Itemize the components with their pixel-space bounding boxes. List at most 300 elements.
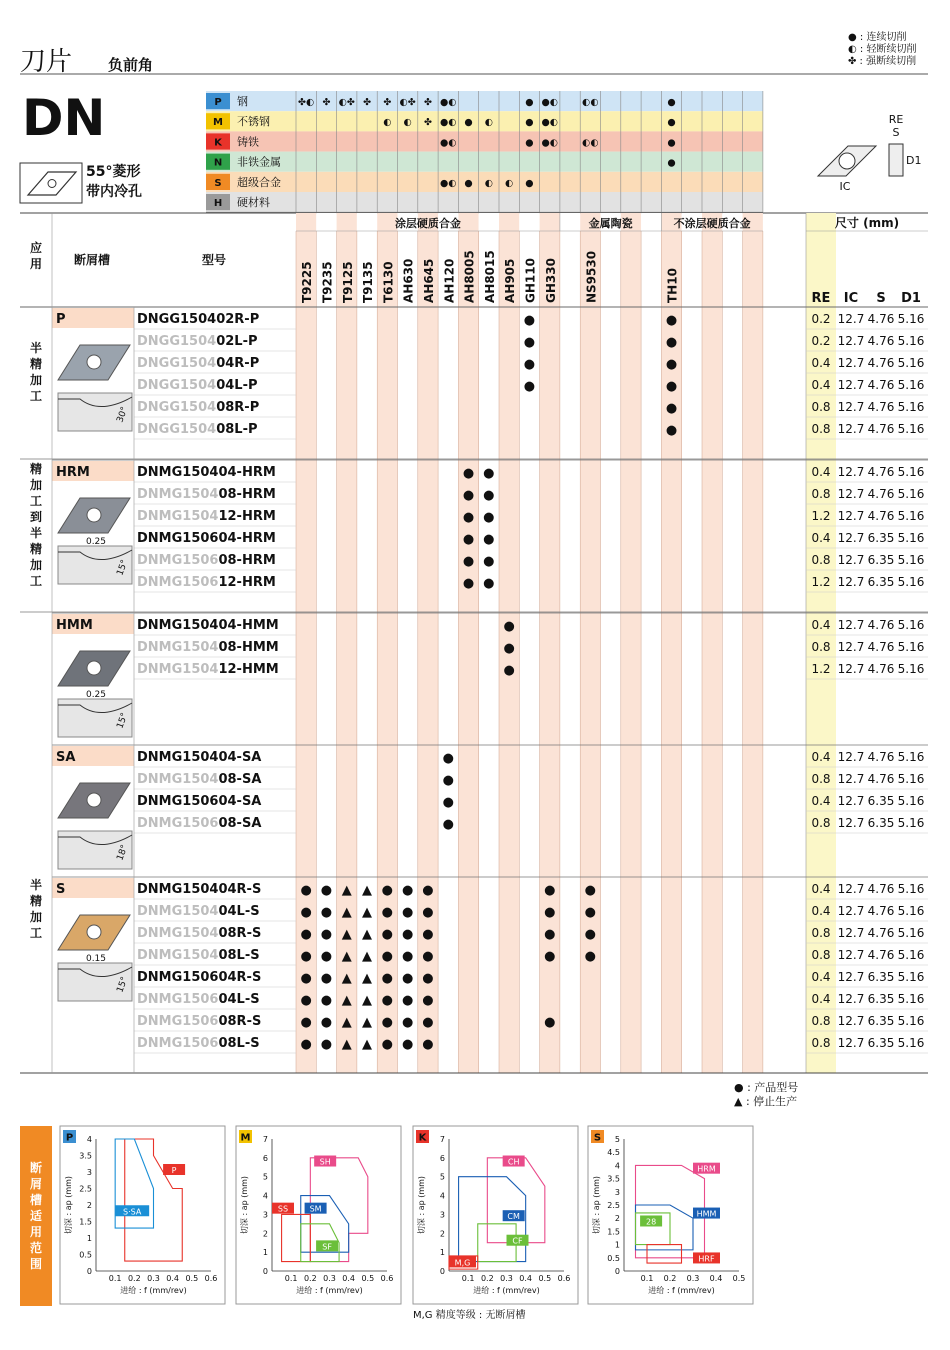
dimension-value: 0.4	[811, 465, 831, 479]
dimension-value: 6.35	[867, 1014, 895, 1028]
grade-column-bg	[316, 213, 336, 1073]
availability-mark: ●	[483, 488, 495, 503]
availability-mark: ●	[462, 466, 475, 481]
x-tick-label: 0.4	[166, 1274, 180, 1283]
dimension-value: 4.76	[867, 618, 895, 632]
model-prefix: DNMG1504	[137, 948, 219, 963]
dimension-value: 5.16	[897, 882, 925, 896]
availability-mark: ●	[584, 949, 597, 964]
dimension-value: 0.8	[811, 1014, 831, 1028]
availability-mark: ●	[483, 532, 495, 547]
grade-column-bg	[682, 213, 702, 1073]
model-number	[137, 334, 258, 349]
dimension-value: 5.16	[897, 312, 925, 326]
region-label: SM	[309, 1204, 322, 1214]
dimension-value: 12.7	[837, 970, 865, 984]
insert-side-drawing	[889, 144, 903, 176]
y-tick-label: 0	[439, 1267, 445, 1276]
range-chart-frame	[413, 1126, 578, 1304]
availability-mark: ▲	[362, 949, 373, 964]
material-mark: ●◐	[541, 137, 559, 149]
head-chip: 断屑槽	[73, 253, 111, 267]
profile-angle: 30°	[115, 405, 131, 425]
dimension-value: 1.2	[811, 662, 831, 676]
dimension-value: 0.8	[811, 926, 831, 940]
dimension-value: 5.16	[897, 422, 925, 436]
dimension-value: 12.7	[837, 640, 865, 654]
availability-mark: ●	[320, 927, 333, 942]
availability-mark: ●	[544, 949, 556, 964]
region-label: HRF	[698, 1254, 715, 1264]
model-number	[137, 618, 279, 633]
model-prefix: DNMG1506	[137, 1014, 219, 1029]
material-name: 非铁金属	[237, 155, 281, 169]
dimension-value: 4.76	[867, 465, 895, 479]
application-char: 工	[29, 389, 43, 403]
grade-name: AH630	[401, 258, 416, 303]
material-name: 超级合金	[237, 175, 281, 189]
grade-column-bg	[438, 213, 458, 1073]
material-mark: ✤	[423, 117, 432, 129]
application-char: 半	[29, 341, 43, 355]
range-title-char: 适	[29, 1209, 43, 1223]
model-prefix: DNMG1504	[137, 509, 219, 524]
x-axis-label: 进给 : f (mm/rev)	[473, 1286, 540, 1295]
material-mark: ●	[667, 97, 676, 108]
dimension-value: 12.7	[837, 882, 865, 896]
y-tick-label: 3.5	[607, 1174, 620, 1184]
availability-mark: ●	[381, 949, 394, 964]
availability-mark: ●	[442, 773, 454, 788]
dimension-value: 0.8	[811, 487, 831, 501]
availability-mark: ▲	[362, 993, 373, 1008]
y-tick-label: 4	[262, 1191, 268, 1201]
availability-mark: ●	[300, 927, 312, 942]
dimension-value: 5.16	[897, 334, 925, 348]
dimension-value: 4.76	[867, 772, 895, 786]
page-subtitle: 负前角	[108, 56, 154, 74]
y-tick-label: 0.5	[607, 1253, 620, 1263]
material-code: S	[214, 177, 222, 189]
dimension-value: 0.8	[811, 772, 831, 786]
x-axis-label: 进给 : f (mm/rev)	[296, 1286, 363, 1295]
dimension-value: 0.4	[811, 531, 831, 545]
material-row-bg	[206, 152, 763, 172]
y-tick-label: 2.5	[79, 1184, 92, 1194]
range-footnote: M,G 精度等级 : 无断屑槽	[413, 1310, 526, 1321]
model-suffix: 12-HRM	[218, 509, 276, 524]
model-suffix: 08-SA	[218, 816, 262, 831]
availability-mark: ●	[401, 971, 414, 986]
availability-mark: ●	[442, 751, 454, 766]
x-tick-label: 0.1	[640, 1274, 654, 1283]
availability-mark: ●	[462, 554, 475, 569]
material-mark: ◐✤	[399, 97, 416, 108]
region-label: SH	[319, 1157, 331, 1167]
range-material-code: K	[418, 1132, 427, 1144]
material-mark: ✤	[363, 97, 372, 108]
dimension-value: 6.35	[867, 794, 895, 808]
model-number	[137, 1014, 261, 1029]
dimension-value: 6.35	[867, 1036, 895, 1050]
grade-name: T9125	[340, 261, 355, 303]
dimension-value: 4.76	[867, 662, 895, 676]
model-prefix: DNMG1504	[137, 926, 219, 941]
material-code: M	[213, 117, 223, 129]
y-tick-label: 4	[614, 1161, 620, 1171]
grade-name: NS9530	[584, 250, 599, 303]
application-char: 工	[29, 574, 43, 588]
model-number	[137, 970, 261, 985]
availability-mark: ●	[422, 883, 434, 898]
availability-mark: ●	[422, 927, 434, 942]
dimension-value: 0.8	[811, 422, 831, 436]
model-suffix: 12-HRM	[218, 575, 276, 590]
dimension-value: 0.8	[811, 948, 831, 962]
model-suffix: 04R-P	[216, 356, 260, 371]
material-mark: ●	[464, 177, 473, 189]
availability-mark: ●	[523, 379, 536, 394]
application-char: 半	[29, 526, 43, 540]
x-tick-label: 0.3	[686, 1274, 700, 1283]
dimension-value: 6.35	[867, 816, 895, 830]
material-row-bg	[206, 131, 763, 151]
dimension-value: 5.16	[897, 356, 925, 370]
y-tick-label: 6	[262, 1153, 268, 1163]
grade-column-bg	[398, 213, 418, 1073]
model-suffix: 08L-S	[218, 1036, 260, 1051]
profile-angle: 18°	[115, 843, 131, 863]
grade-column-bg	[458, 213, 478, 1073]
region-label: CF	[512, 1236, 523, 1246]
material-mark: ◐◐	[582, 97, 599, 108]
grade-column-bg	[540, 213, 560, 1073]
hole-icon	[48, 180, 56, 188]
model-suffix: 08-HMM	[218, 640, 279, 655]
dimension-value: 12.7	[837, 575, 865, 589]
region-label: HMM	[696, 1209, 717, 1219]
availability-mark: ●	[665, 313, 678, 328]
model-suffix: DNMG150404-SA	[137, 750, 262, 765]
model-suffix: 04L-S	[218, 904, 260, 919]
dimension-value: 5.16	[897, 970, 925, 984]
x-tick-label: 0.2	[663, 1274, 677, 1283]
model-number	[137, 816, 261, 831]
dimension-value: 12.7	[837, 312, 865, 326]
y-tick-label: 6	[439, 1153, 445, 1163]
x-tick-label: 0.3	[323, 1274, 336, 1283]
dim-head: D1	[901, 291, 921, 306]
profile-angle: 15°	[115, 558, 131, 578]
availability-mark: ●	[320, 905, 333, 920]
model-suffix: 04L-P	[216, 378, 258, 393]
availability-mark: ●	[483, 554, 495, 569]
model-number	[137, 509, 276, 524]
dim-label-ic: IC	[839, 180, 851, 193]
availability-mark: ●	[544, 1015, 556, 1030]
model-suffix: 08R-S	[218, 926, 262, 941]
material-mark: ●	[464, 117, 473, 129]
y-tick-label: 3	[262, 1210, 268, 1220]
availability-mark: ●	[401, 993, 414, 1008]
region-label: P	[171, 1166, 177, 1175]
material-mark: ◐✤	[338, 97, 355, 108]
series-code: DN	[22, 89, 106, 147]
material-mark: ◐◐	[582, 137, 599, 149]
model-prefix: DNGG1504	[137, 356, 217, 371]
dimension-value: 4.76	[867, 356, 895, 370]
model-suffix: 12-HMM	[218, 662, 279, 677]
availability-mark: ●	[381, 971, 394, 986]
y-tick-label: 1	[614, 1240, 620, 1250]
dimension-value: 4.76	[867, 948, 895, 962]
region-label: SS	[277, 1204, 289, 1214]
material-name: 硬材料	[237, 196, 270, 209]
availability-mark: ●	[320, 1037, 333, 1052]
availability-mark: ●	[665, 401, 678, 416]
dimension-value: 5.16	[897, 640, 925, 654]
model-number	[137, 487, 276, 502]
availability-mark: ●	[665, 357, 678, 372]
availability-mark: ●	[523, 335, 536, 350]
availability-mark: ▲	[362, 1015, 373, 1030]
dimension-value: 1.2	[811, 509, 831, 523]
dimension-value: 12.7	[837, 662, 865, 676]
x-tick-label: 0.1	[284, 1274, 298, 1283]
x-tick-label: 0.3	[500, 1274, 513, 1283]
dimension-value: 1.2	[811, 575, 831, 589]
grade-column-bg	[357, 213, 377, 1073]
y-axis-label: 切深 : ap (mm)	[64, 1175, 73, 1235]
model-suffix: 08R-P	[216, 400, 260, 415]
application-char: 到	[29, 510, 43, 524]
model-suffix: 04L-S	[218, 992, 260, 1007]
y-axis-label: 切深 : ap (mm)	[240, 1175, 249, 1235]
y-tick-label: 3	[439, 1210, 445, 1220]
availability-mark: ▲	[341, 993, 352, 1008]
dimension-value: 4.76	[867, 378, 895, 392]
material-code: P	[214, 97, 222, 108]
availability-mark: ●	[665, 379, 678, 394]
material-mark: ●	[525, 177, 534, 189]
dimension-value: 0.8	[811, 553, 831, 567]
dim-label-d1: D1	[906, 154, 922, 167]
model-prefix: DNMG1504	[137, 487, 219, 502]
material-mark: ●	[667, 137, 676, 149]
dimension-value: 5.16	[897, 400, 925, 414]
grade-column-bg	[337, 213, 357, 1073]
grade-name: T9225	[300, 261, 315, 303]
y-axis-label: 切深 : ap (mm)	[592, 1175, 601, 1235]
availability-mark: ●	[665, 335, 678, 350]
region-label: SF	[322, 1242, 332, 1252]
availability-mark: ●	[300, 971, 312, 986]
y-axis-label: 切深 : ap (mm)	[417, 1175, 426, 1235]
dimension-value: 5.16	[897, 509, 925, 523]
dimension-value: 12.7	[837, 422, 865, 436]
dimension-value: 12.7	[837, 618, 865, 632]
x-tick-label: 0.6	[380, 1274, 394, 1283]
availability-mark: ●	[584, 905, 597, 920]
availability-mark: ●	[320, 1015, 333, 1030]
insert-hole-icon	[87, 508, 101, 522]
material-mark: ●◐	[439, 137, 457, 149]
model-number	[137, 356, 259, 371]
range-title-char: 断	[29, 1161, 43, 1175]
dimension-value: 4.76	[867, 422, 895, 436]
range-title-char: 用	[29, 1225, 43, 1239]
y-tick-label: 2.5	[607, 1201, 620, 1210]
model-number	[137, 948, 260, 963]
dimension-value: 12.7	[837, 904, 865, 918]
dimension-value: 12.7	[837, 794, 865, 808]
dimension-value: 5.16	[897, 794, 925, 808]
material-mark: ●	[525, 117, 534, 129]
hole-drawing	[839, 153, 855, 169]
model-suffix: 08R-S	[218, 1014, 262, 1029]
dimension-value: 0.8	[811, 1036, 831, 1050]
availability-mark: ●	[401, 883, 414, 898]
range-title-char: 围	[29, 1257, 43, 1271]
region-label: 28	[646, 1217, 657, 1227]
grade-column-bg	[580, 213, 600, 1073]
material-mark: ●◐	[541, 117, 559, 129]
availability-mark: ●	[300, 1037, 312, 1052]
grade-column-bg	[560, 213, 580, 1073]
dimension-value: 5.16	[897, 575, 925, 589]
availability-mark: ▲	[341, 905, 352, 920]
model-number	[137, 1036, 260, 1051]
availability-mark: ●	[300, 993, 312, 1008]
grade-name: T9135	[361, 261, 376, 303]
availability-mark: ▲	[341, 949, 352, 964]
material-name: 不锈钢	[237, 115, 270, 129]
x-tick-label: 0.6	[557, 1274, 571, 1283]
x-tick-label: 0.2	[127, 1274, 141, 1283]
availability-mark: ●	[422, 949, 434, 964]
availability-mark: ●	[381, 1037, 394, 1052]
availability-mark: ●	[381, 993, 394, 1008]
dimension-value: 12.7	[837, 400, 865, 414]
y-tick-label: 5	[439, 1172, 445, 1182]
profile-land: 0.25	[85, 690, 107, 700]
availability-mark: ●	[442, 795, 454, 810]
dim-label-s: S	[892, 126, 900, 139]
model-prefix: DNMG1506	[137, 816, 219, 831]
availability-mark: ▲	[341, 927, 352, 942]
availability-mark: ▲	[362, 971, 373, 986]
material-mark: ✤	[383, 97, 392, 108]
dimension-value: 12.7	[837, 531, 865, 545]
dimension-value: 4.76	[867, 640, 895, 654]
dimension-value: 12.7	[837, 1036, 865, 1050]
availability-mark: ●	[381, 1015, 394, 1030]
material-name: 钢	[237, 95, 248, 108]
availability-mark: ●	[300, 905, 312, 920]
insert-hole-icon	[87, 661, 101, 675]
availability-mark: ●	[320, 993, 333, 1008]
group-cermet: 金属陶瓷	[588, 217, 633, 230]
dim-head: IC	[843, 291, 859, 306]
grade-name: GH330	[543, 258, 558, 303]
availability-mark: ●	[401, 905, 414, 920]
availability-mark: ●	[584, 883, 597, 898]
y-tick-label: 2	[86, 1201, 92, 1210]
model-number	[137, 750, 261, 765]
x-axis-label: 进给 : f (mm/rev)	[648, 1286, 715, 1295]
dimension-value: 12.7	[837, 465, 865, 479]
legend-top-item: ◐ : 轻断续切削	[848, 44, 917, 55]
range-title-char: 范	[29, 1241, 43, 1255]
dimension-value: 5.16	[897, 618, 925, 632]
dimension-value: 0.8	[811, 816, 831, 830]
model-prefix: DNMG1506	[137, 1036, 219, 1051]
grade-column-bg	[722, 213, 742, 1073]
availability-mark: ●	[503, 663, 515, 678]
availability-mark: ●	[381, 905, 394, 920]
dimension-value: 5.16	[897, 553, 925, 567]
chipbreaker-name: HRM	[56, 465, 90, 480]
group-coated: 涂层硬质合金	[394, 217, 461, 230]
grade-name: GH110	[523, 258, 538, 303]
dimension-value: 5.16	[897, 816, 925, 830]
application-char: 加	[29, 558, 43, 572]
head-model: 型号	[201, 253, 227, 267]
model-number	[137, 553, 276, 568]
chipbreaker-name: P	[56, 312, 66, 327]
material-mark: ●◐	[439, 97, 457, 108]
dim-label-re: RE	[888, 113, 904, 126]
grade-column-bg	[296, 213, 316, 1073]
material-mark: ◐	[505, 177, 514, 189]
bottom-legend-item: ▲ : 停止生产	[734, 1095, 798, 1108]
model-prefix: DNMG1506	[137, 992, 219, 1007]
dimension-value: 4.76	[867, 487, 895, 501]
grade-column-bg	[479, 213, 499, 1073]
dimension-value: 0.4	[811, 882, 831, 896]
dimension-value: 12.7	[837, 1014, 865, 1028]
model-prefix: DNMG1504	[137, 904, 219, 919]
model-number	[137, 400, 259, 415]
availability-mark: ●	[523, 357, 536, 372]
insert-hole-icon	[87, 925, 101, 939]
region-label: CM	[507, 1212, 520, 1222]
range-material-code: P	[65, 1132, 74, 1144]
chipbreaker-name: S	[56, 882, 66, 897]
model-number	[137, 992, 260, 1007]
y-tick-label: 7	[439, 1135, 445, 1144]
material-name: 铸铁	[237, 135, 259, 149]
chipbreaker-name: SA	[56, 750, 76, 765]
model-number	[137, 926, 261, 941]
x-tick-label: 0.5	[185, 1274, 199, 1283]
dimension-value: 12.7	[837, 509, 865, 523]
x-tick-label: 0.5	[732, 1274, 746, 1283]
model-suffix: 08-SA	[218, 772, 262, 787]
dimension-value: 12.7	[837, 553, 865, 567]
grade-name: AH645	[421, 258, 436, 303]
model-number	[137, 378, 258, 393]
material-mark: ◐	[484, 177, 493, 189]
y-tick-label: 3	[614, 1187, 620, 1197]
availability-mark: ●	[300, 949, 312, 964]
dimension-value: 5.16	[897, 1036, 925, 1050]
application-char: 加	[29, 478, 43, 492]
y-tick-label: 5	[614, 1135, 620, 1144]
dimension-value: 6.35	[867, 531, 895, 545]
y-tick-label: 0	[86, 1267, 92, 1276]
grade-name: AH120	[442, 258, 457, 303]
